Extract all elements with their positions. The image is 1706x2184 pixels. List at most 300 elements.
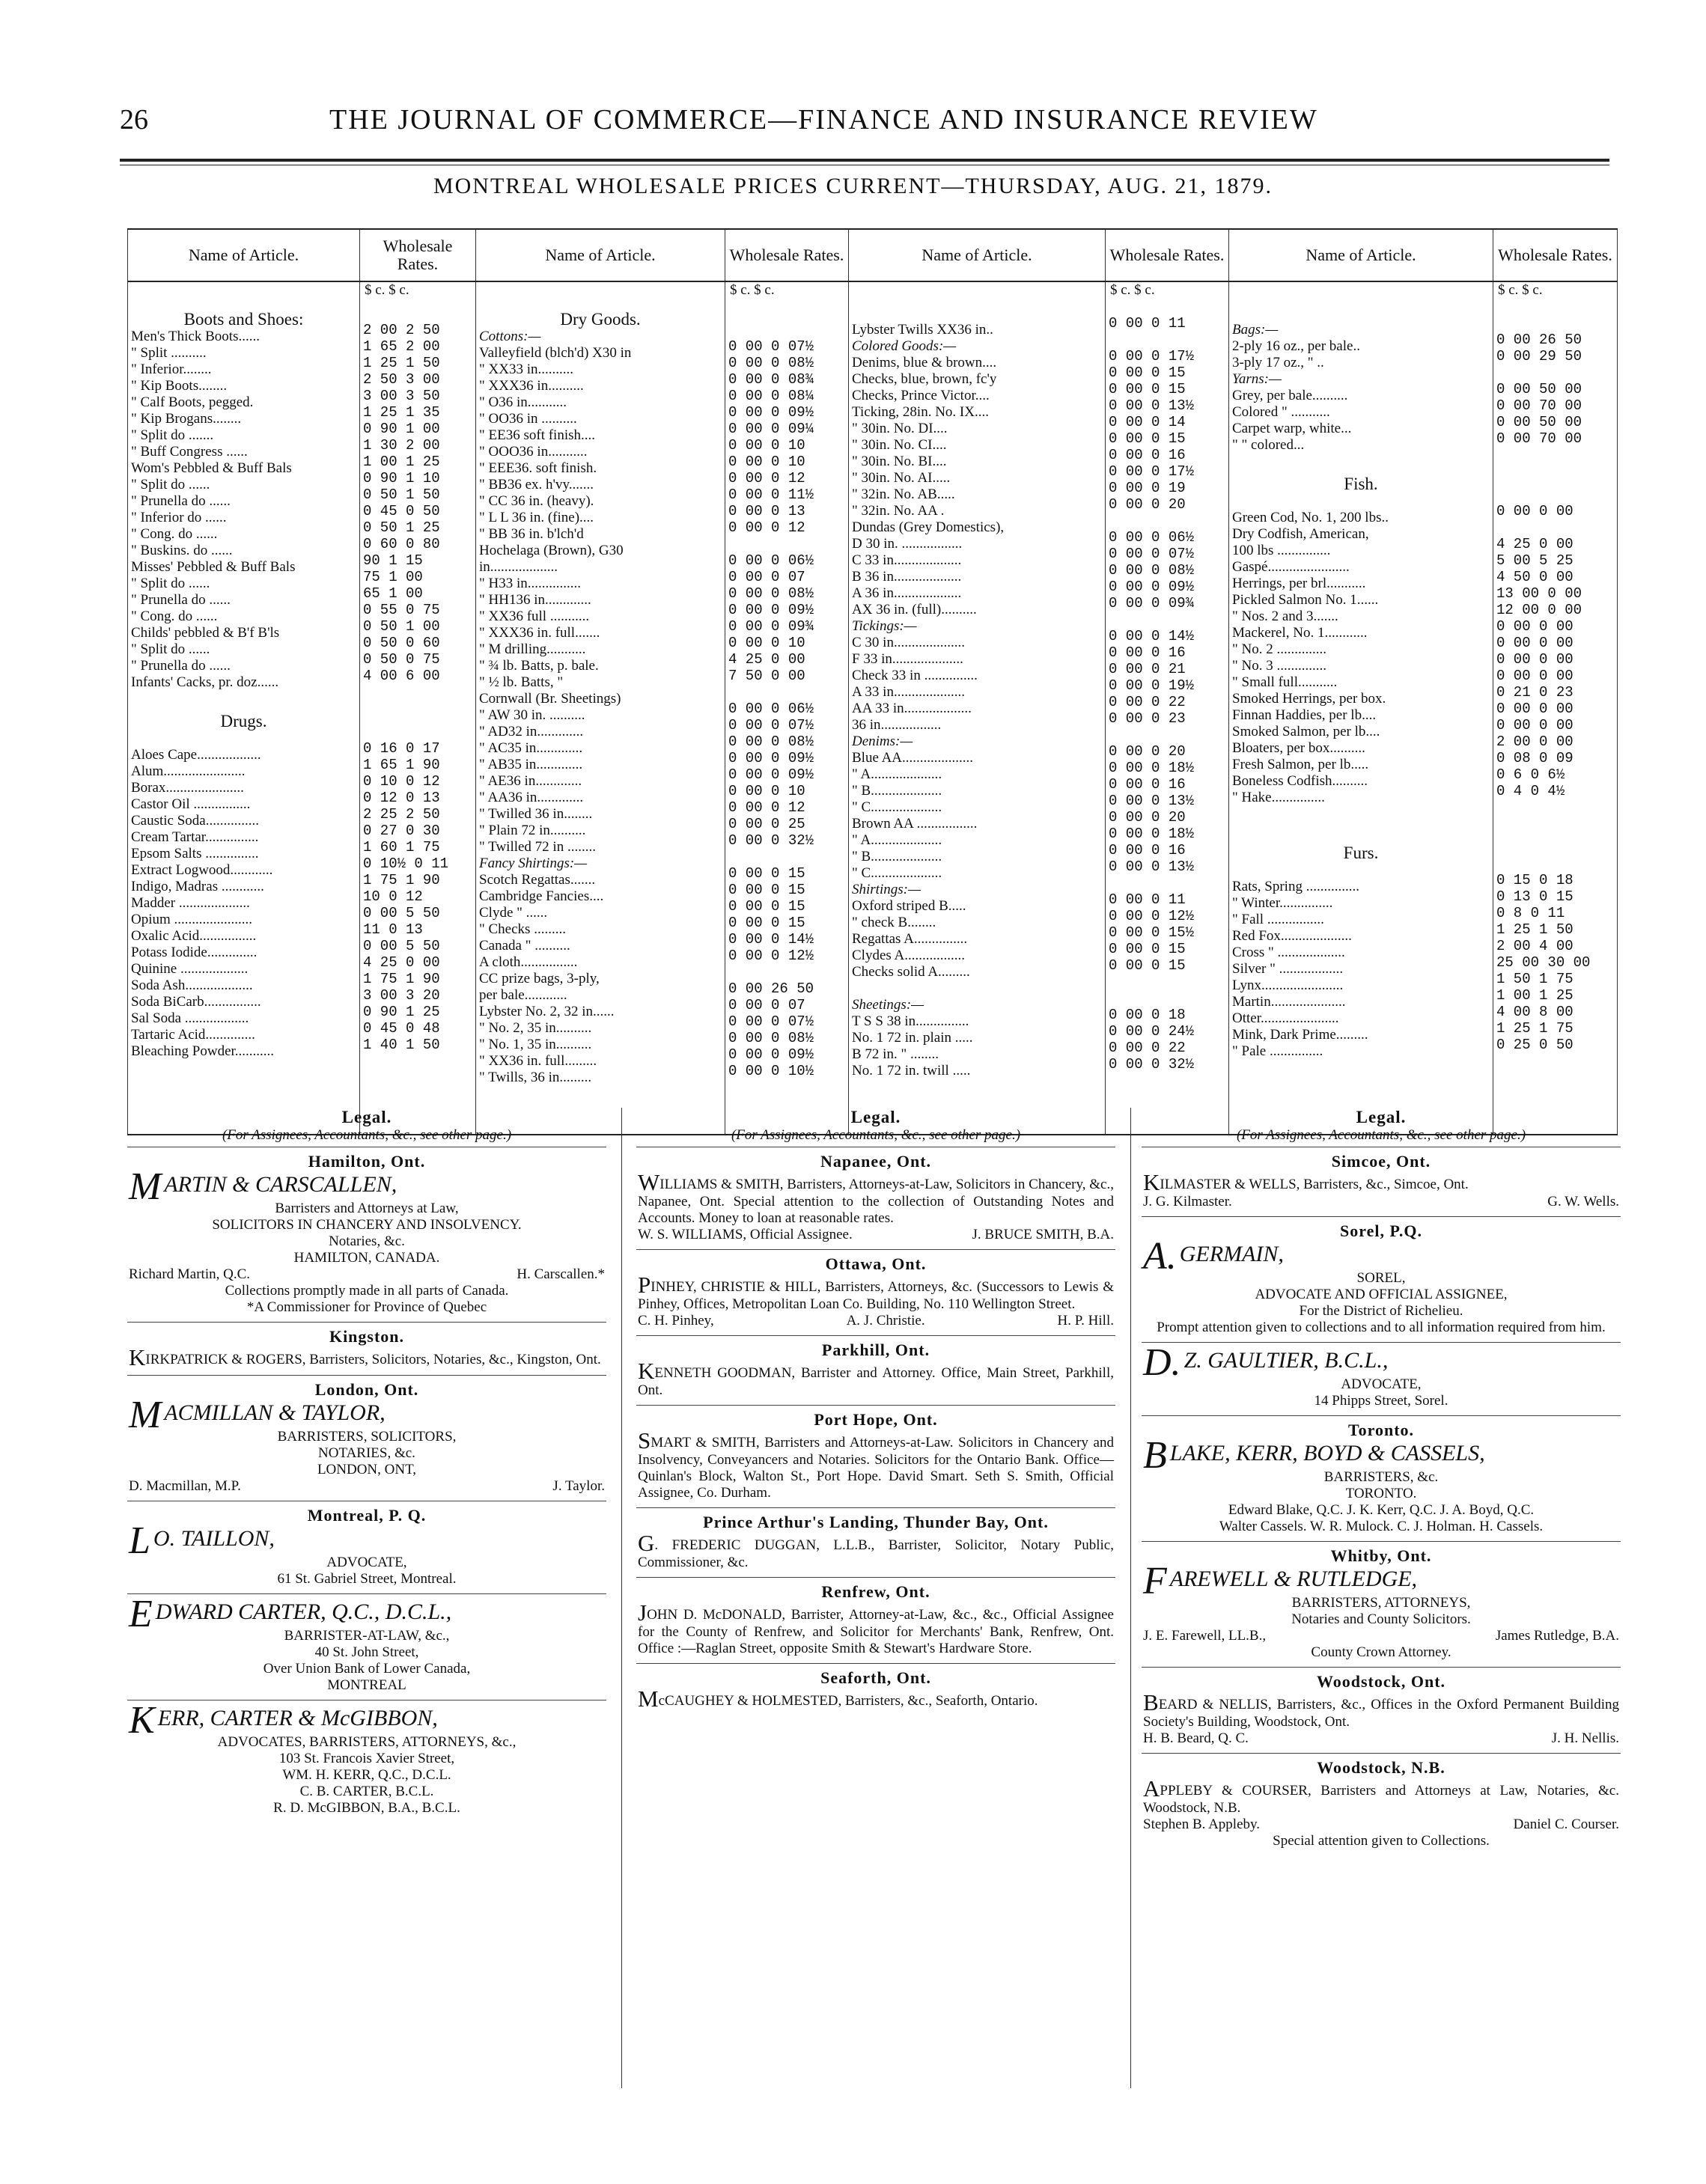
article-rate: 0 00 0 08½ (728, 1030, 814, 1046)
drop-cap: L (129, 1519, 150, 1562)
article-rate: 0 50 0 75 (363, 651, 440, 668)
article-rate: 0 00 0 08½ (728, 355, 814, 371)
article-rate: 0 12 0 13 (363, 790, 440, 806)
article-name: Check 33 in ............... (852, 668, 978, 683)
article-rate: 0 00 5 50 (363, 905, 440, 921)
article-name: Silver " .................. (1232, 961, 1344, 977)
card-line: SOLICITORS IN CHANCERY AND INSOLVENCY. (212, 1217, 522, 1233)
card-line: ADVOCATE AND OFFICIAL ASSIGNEE, (1255, 1287, 1508, 1302)
article-rate: 0 00 0 11½ (728, 486, 814, 503)
card-place: Napanee, Ont. (820, 1152, 932, 1171)
article-rate: 4 25 0 00 (363, 954, 440, 971)
card-note: Special attention given to Collections. (1273, 1833, 1490, 1849)
drop-cap: F (1143, 1560, 1167, 1602)
article-rate: 0 00 0 10 (728, 635, 805, 651)
card-note: County Crown Attorney. (1311, 1644, 1451, 1660)
article-name: Men's Thick Boots...... (131, 329, 260, 344)
legal-card (127, 1147, 606, 1322)
spacer (725, 303, 848, 322)
article-rate: 0 08 0 09 (1496, 750, 1574, 766)
section-heading: Boots and Shoes: (183, 310, 304, 329)
article-rate: 25 00 30 00 (1496, 954, 1591, 971)
article-name: " O36 in........... (479, 394, 567, 410)
article-rate: 0 00 0 20 (1109, 809, 1186, 826)
article-rate: 0 00 0 07½ (1109, 546, 1195, 562)
card-line: MONTREAL (327, 1677, 406, 1693)
article-name: " Inferior do ...... (131, 510, 227, 525)
article-name: " M drilling........... (479, 641, 586, 657)
article-name: " XXX36 in.......... (479, 378, 584, 394)
article-rate: 4 00 6 00 (363, 668, 440, 684)
article-name: Borax...................... (131, 780, 244, 796)
article-name: " Prunella do ...... (131, 658, 231, 674)
price-list-title: MONTREAL WHOLESALE PRICES CURRENT—THURSDAY, AUG. 21, 1879. (433, 174, 1273, 198)
article-name: Checks solid A......... (852, 964, 970, 980)
article-name: Boneless Codfish.......... (1232, 773, 1368, 789)
article-name: Checks, blue, brown, fc'y (852, 371, 997, 387)
article-rate: 0 00 0 18 (1109, 1007, 1186, 1023)
card-place: Montreal, P. Q. (307, 1506, 427, 1525)
card-place: Prince Arthur's Landing, Thunder Bay, Ont. (703, 1513, 1049, 1531)
article-rate: 0 00 0 17½ (1109, 348, 1195, 364)
article-rate: 0 50 1 25 (363, 519, 440, 536)
article-name: Smoked Herrings, per box. (1232, 691, 1386, 707)
article-name: Alum....................... (131, 763, 246, 779)
article-name: " Fall ................ (1232, 912, 1324, 927)
spacer (1493, 299, 1617, 315)
article-rate: 0 00 0 15 (1109, 381, 1186, 397)
article-rate: 0 00 0 10 (728, 783, 805, 799)
article-rate: 0 00 0 23 (1109, 710, 1186, 727)
article-rate: 0 00 0 12 (728, 470, 805, 486)
article-name: " 30in. No. DI.... (852, 421, 948, 436)
article-rate: 0 00 0 15½ (1109, 924, 1195, 941)
article-name: A cloth................ (479, 954, 578, 970)
drop-cap: M (129, 1394, 162, 1436)
article-rate: 0 00 0 18½ (1109, 760, 1195, 776)
article-rate: 0 00 0 00 (1496, 503, 1574, 519)
article-name: Gaspé....................... (1232, 559, 1350, 575)
article-name: Madder .................... (131, 895, 250, 911)
article-rate: 0 10 0 12 (363, 773, 440, 790)
article-name: Regattas A............... (852, 931, 968, 947)
article-rate: 0 00 0 09½ (728, 1046, 814, 1063)
article-rate: 0 00 5 50 (363, 938, 440, 954)
article-name: " OOO36 in........... (479, 444, 588, 460)
article-rate: 0 50 0 60 (363, 635, 440, 651)
article-rate: 0 00 0 13½ (1109, 397, 1195, 414)
legal-card (1142, 1216, 1621, 1342)
spacer (360, 303, 475, 322)
rates-col-3 (1106, 281, 1229, 1135)
article-name: A 33 in.................... (852, 684, 965, 700)
section-heading: Furs. (1343, 844, 1379, 862)
article-name: " CC 36 in. (heavy). (479, 493, 594, 509)
card-line: Over Union Bank of Lower Canada, (263, 1661, 471, 1677)
spacer (360, 684, 475, 701)
article-rate: 0 00 0 13 (728, 503, 805, 519)
article-name: B 36 in................... (852, 569, 962, 585)
article-rate: 0 00 0 00 (1496, 717, 1574, 733)
article-rate: 0 00 0 00 (1496, 618, 1574, 635)
article-name: 2-ply 16 oz., per bale.. (1232, 338, 1360, 354)
article-rate: 0 10½ 0 11 (363, 855, 449, 872)
rates-col-1 (360, 281, 476, 1135)
article-name: Quinine ................... (131, 961, 249, 977)
article-rate: 5 00 5 25 (1496, 552, 1574, 569)
article-rate: 2 50 3 00 (363, 371, 440, 388)
card-line: R. D. McGIBBON, B.A., B.C.L. (273, 1800, 460, 1816)
card-text-row (1143, 1775, 1619, 1817)
article-rate: 0 00 0 25 (728, 816, 805, 832)
article-name: " 30in. No. AI..... (852, 470, 951, 486)
article-rate: 0 27 0 30 (363, 823, 440, 839)
article-rate: 65 1 00 (363, 585, 423, 602)
card-place: Kingston. (329, 1327, 405, 1346)
article-rate: 0 00 0 09¼ (728, 421, 814, 437)
article-name: " Kip Brogans........ (131, 411, 242, 427)
article-name: " " colored... (1232, 437, 1305, 453)
drop-cap: M (638, 1686, 659, 1712)
article-rate: 1 65 1 90 (363, 757, 440, 773)
article-name: " ½ lb. Batts, " (479, 674, 564, 690)
article-rate: 0 00 0 10½ (728, 1063, 814, 1079)
article-name: Mink, Dark Prime......... (1232, 1027, 1368, 1043)
article-rate: 0 00 0 11 (1109, 891, 1186, 908)
card-line: NOTARIES, &c. (318, 1445, 415, 1461)
article-rate: 1 25 1 75 (1496, 1020, 1574, 1037)
partner-name: G. W. Wells. (1547, 1194, 1619, 1210)
card-line: WM. H. KERR, Q.C., D.C.L. (282, 1767, 451, 1783)
article-rate: 4 50 0 00 (1496, 569, 1574, 585)
article-name: Clyde " ...... (479, 905, 548, 921)
article-rate: 12 00 0 00 (1496, 602, 1582, 618)
card-names (1143, 1194, 1619, 1210)
card-text: PPLEBY & COURSER, Barristers and Attorneys at Law, Notaries, &c. Woodstock, N.B. (1143, 1783, 1619, 1816)
article-rate: 11 0 13 (363, 921, 423, 938)
firm-name-row (1143, 1560, 1619, 1602)
names-col-4 (1229, 281, 1493, 1135)
article-name: " AC35 in............. (479, 740, 583, 756)
article-name: per bale............ (479, 987, 567, 1003)
article-name: Martin..................... (1232, 994, 1346, 1010)
article-name: Hochelaga (Brown), G30 (479, 543, 624, 558)
legal-card (636, 1249, 1115, 1335)
card-place: Sorel, P.Q. (1339, 1221, 1422, 1240)
article-rate: 0 50 1 50 (363, 486, 440, 503)
article-rate: 2 00 4 00 (1496, 938, 1574, 954)
article-name: Opium ...................... (131, 912, 253, 927)
article-name: " Twilled 72 in ........ (479, 839, 596, 855)
legal-heading: Legal. (1356, 1108, 1407, 1126)
spacer (128, 691, 359, 707)
drop-cap: D. (1143, 1341, 1181, 1384)
card-text-row (638, 1360, 1114, 1399)
spacer (1106, 875, 1228, 891)
rates-header-1: Wholesale Rates. (360, 229, 476, 281)
legal-heading: Legal. (341, 1108, 392, 1126)
article-name: B 72 in. " ........ (852, 1046, 939, 1062)
page-header (120, 103, 1609, 148)
card-place: Parkhill, Ont. (821, 1340, 930, 1359)
firm-name: ACMILLAN & TAYLOR, (164, 1400, 386, 1425)
firm-name: Z. GAULTIER, B.C.L., (1183, 1348, 1389, 1373)
card-line: TORONTO. (1345, 1486, 1417, 1501)
article-name: " C.................... (852, 865, 942, 881)
card-place: Woodstock, N.B. (1317, 1758, 1445, 1777)
article-name: " ¾ lb. Batts, p. bale. (479, 658, 599, 674)
article-name: " H33 in............... (479, 576, 582, 591)
section-heading: Fish. (1344, 475, 1378, 493)
article-name: " Split do ....... (131, 427, 214, 443)
article-name: C 33 in................... (852, 552, 962, 568)
card-text-row (129, 1346, 605, 1369)
spacer (1229, 823, 1493, 839)
legal-card (636, 1147, 1115, 1249)
legal-card (636, 1405, 1115, 1507)
article-rate: 0 00 0 15 (1109, 364, 1186, 381)
article-rate: 1 25 1 50 (1496, 921, 1574, 938)
drop-cap: M (129, 1165, 162, 1208)
drop-cap: E (129, 1593, 153, 1635)
legal-card (1142, 1342, 1621, 1415)
article-name: Scotch Regattas....... (479, 872, 596, 888)
article-name: Indigo, Madras ............ (131, 879, 264, 894)
article-rate: 1 25 1 35 (363, 404, 440, 421)
article-rate: 0 00 26 50 (1496, 332, 1582, 348)
drop-cap: K (638, 1358, 655, 1384)
card-names (129, 1478, 605, 1495)
article-name: " Split do ...... (131, 576, 210, 591)
card-line: Barristers and Attorneys at Law, (275, 1201, 459, 1216)
article-rate: 0 00 0 06½ (728, 552, 814, 569)
article-name: Caustic Soda............... (131, 813, 259, 829)
legal-subheading: (For Assignees, Accountants, &c., see other page.) (1236, 1127, 1526, 1143)
article-name: Castor Oil ................ (131, 796, 251, 812)
article-name: Soda BiCarb................ (131, 994, 261, 1010)
article-name: Carpet warp, white... (1232, 421, 1352, 436)
card-text: ILMASTER & WELLS, Barristers, &c., Simcoe, Ont. (1160, 1177, 1469, 1192)
article-name: " Inferior........ (131, 362, 212, 377)
subsection-heading: Bags:— (1232, 322, 1279, 338)
article-name: Red Fox.................... (1232, 928, 1352, 944)
spacer (1493, 799, 1617, 816)
article-name: Valleyfield (blch'd) X30 in (479, 345, 632, 361)
article-name: Potass Iodide.............. (131, 945, 258, 960)
article-name: " BB36 ex. h'vy....... (479, 477, 594, 492)
card-line: Notaries and County Solicitors. (1291, 1611, 1471, 1627)
firm-name: O. TAILLON, (153, 1526, 275, 1551)
article-name: " Winter............... (1232, 895, 1333, 911)
card-names (1143, 1730, 1619, 1747)
article-name: AX 36 in. (full).......... (852, 602, 977, 617)
article-name: " A.................... (852, 766, 942, 782)
article-rate: 0 00 0 09½ (1109, 579, 1195, 595)
card-names (1143, 1628, 1619, 1644)
article-name: " No. 2 .............. (1232, 641, 1326, 657)
spacer (128, 730, 359, 747)
article-name: Bleaching Powder........... (131, 1043, 275, 1059)
article-rate: 0 00 0 12½ (728, 948, 814, 964)
article-rate: 0 00 0 06½ (728, 701, 814, 717)
article-name: " 30in. No. BI.... (852, 454, 947, 469)
article-name: No. 1 72 in. plain ..... (852, 1030, 973, 1046)
card-place: Port Hope, Ont. (814, 1410, 938, 1429)
article-rate: 0 00 0 08½ (728, 585, 814, 602)
partner-name: Stephen B. Appleby. (1143, 1817, 1261, 1832)
article-name: CC prize bags, 3-ply, (479, 971, 600, 986)
card-line: 103 St. Francois Xavier Street, (278, 1751, 455, 1766)
article-rate: 0 90 1 10 (363, 470, 440, 486)
article-name: Clydes A................. (852, 948, 965, 963)
article-rate: 0 00 0 13½ (1109, 858, 1195, 875)
card-line: LONDON, ONT, (317, 1462, 417, 1477)
article-rate: 0 00 0 15 (1109, 430, 1186, 447)
article-name: " Nos. 2 and 3....... (1232, 608, 1338, 624)
article-rate: 0 00 0 17½ (1109, 463, 1195, 480)
article-rate: 0 00 0 09½ (728, 602, 814, 618)
article-name: " AE36 in............. (479, 773, 582, 789)
article-name: Tartaric Acid.............. (131, 1027, 255, 1043)
spacer (1106, 974, 1228, 990)
article-name: " No. 2, 35 in.......... (479, 1020, 592, 1036)
article-rate: 0 00 0 16 (1109, 776, 1186, 793)
spacer (1229, 862, 1493, 879)
article-name: in................... (479, 559, 558, 575)
article-name: " L L 36 in. (fine).... (479, 510, 594, 525)
spacer (1106, 299, 1228, 315)
card-text: . FREDERIC DUGGAN, L.L.B., Barrister, Solicitor, Notary Public, Commissioner, &c. (638, 1537, 1114, 1570)
firm-name-row (129, 1394, 605, 1436)
drop-cap: K (1143, 1169, 1160, 1195)
article-name: " Split do ...... (131, 641, 210, 657)
subsection-heading: Yarns:— (1232, 371, 1282, 387)
card-line: Notaries, &c. (329, 1233, 405, 1249)
article-rate: 0 00 0 09½ (728, 750, 814, 766)
card-line: ADVOCATE, (1341, 1376, 1422, 1392)
article-name: AA 33 in................... (852, 701, 972, 716)
article-name: " AB35 in............. (479, 757, 583, 772)
card-text: ILLIAMS & SMITH, Barristers, Attorneys-at-Law, Solicitors in Chancery, &c., Napanee, Ont. Special attention to the collection of Outstanding Notes and Accounts. Money to loan at reasonable rates. (638, 1177, 1114, 1226)
article-name: " Hake............... (1232, 790, 1325, 805)
rates-col-2 (725, 281, 849, 1135)
article-rate: 1 30 2 00 (363, 437, 440, 454)
article-name: 100 lbs ............... (1232, 543, 1331, 558)
spacer (1229, 454, 1493, 470)
article-name: Aloes Cape.................. (131, 747, 261, 763)
spacer (1106, 332, 1228, 348)
article-rate: 0 00 0 06½ (1109, 529, 1195, 546)
drop-cap: W (638, 1169, 660, 1195)
article-name: Ticking, 28in. No. IX.... (852, 404, 989, 420)
spacer (1229, 282, 1493, 305)
article-rate: 0 50 1 00 (363, 618, 440, 635)
article-name: Lybster No. 2, 32 in...... (479, 1004, 615, 1019)
article-rate: 0 00 0 24½ (1109, 1023, 1195, 1040)
card-text-row (638, 1532, 1114, 1571)
partner-name: Richard Martin, Q.C. (129, 1266, 251, 1282)
drop-cap: K (129, 1344, 146, 1370)
spacer (1229, 806, 1493, 823)
drop-cap: S (638, 1427, 651, 1454)
article-name: " 30in. No. CI.... (852, 437, 947, 453)
subsection-heading: Fancy Shirtings:— (479, 855, 588, 871)
article-name: " No. 1, 35 in.......... (479, 1037, 592, 1052)
legal-card (1142, 1415, 1621, 1541)
partner-name: C. H. Pinhey, (638, 1313, 714, 1329)
legal-heading: Legal. (850, 1108, 901, 1126)
article-name: " check B........ (852, 915, 936, 930)
partner-name: J. H. Nellis. (1551, 1730, 1619, 1746)
article-rate: 0 00 29 50 (1496, 348, 1582, 364)
rates-header-2: Wholesale Rates. (725, 229, 849, 281)
table-header-row (128, 229, 1618, 281)
article-name: Epsom Salts ............... (131, 846, 259, 861)
card-line: BARRISTERS, SOLICITORS, (277, 1429, 457, 1445)
article-name: T S S 38 in............... (852, 1013, 969, 1029)
card-names (1143, 1817, 1619, 1833)
article-name: Infants' Cacks, pr. doz...... (131, 674, 279, 690)
article-rate: 0 55 0 75 (363, 602, 440, 618)
card-place: Renfrew, Ont. (821, 1582, 930, 1601)
article-rate: 0 00 0 19½ (1109, 677, 1195, 694)
card-text-row (638, 1171, 1114, 1227)
article-rate: 0 45 0 50 (363, 503, 440, 519)
article-rate (725, 684, 848, 701)
article-name: " XX33 in.......... (479, 362, 573, 377)
article-rate: 0 00 0 07½ (728, 717, 814, 733)
partner-name: James Rutledge, B.A. (1495, 1628, 1619, 1644)
article-rate: 0 00 70 00 (1496, 397, 1582, 414)
article-rate: 0 00 50 00 (1496, 381, 1582, 397)
article-rate: 0 00 0 10 (728, 454, 805, 470)
firm-name: LAKE, KERR, BOYD & CASSELS, (1169, 1441, 1485, 1465)
article-rate: 0 00 50 00 (1496, 414, 1582, 430)
article-name: Wom's Pebbled & Buff Bals (131, 460, 292, 476)
article-name: Oxalic Acid................ (131, 928, 257, 944)
legal-card (636, 1507, 1115, 1577)
names-col-2 (476, 281, 725, 1135)
firm-name: ERR, CARTER & McGIBBON, (157, 1706, 438, 1730)
article-rate: 0 00 0 15 (728, 898, 805, 915)
subsection-heading: Denims:— (852, 733, 913, 749)
article-name: Misses' Pebbled & Buff Bals (131, 559, 296, 575)
article-name: Colored " ........... (1232, 404, 1330, 420)
article-name: Denims, blue & brown.... (852, 355, 997, 370)
article-rate: 0 00 0 12½ (1109, 908, 1195, 924)
name-header-1: Name of Article. (128, 229, 360, 281)
article-name: " Buff Congress ...... (131, 444, 248, 460)
column-divider (621, 1108, 622, 2088)
article-name: " BB 36 in. b'lch'd (479, 526, 584, 542)
article-rate: 0 00 0 15 (728, 882, 805, 898)
card-text-row (638, 1688, 1114, 1710)
drop-cap: K (129, 1699, 155, 1742)
partner-name: J. E. Farewell, LL.B., (1143, 1628, 1267, 1644)
article-name: C 30 in.................... (852, 635, 965, 650)
card-text-row (1143, 1171, 1619, 1194)
article-name: No. 1 72 in. twill ..... (852, 1063, 971, 1079)
legal-card (127, 1593, 606, 1700)
partner-name: H. Carscallen.* (517, 1266, 605, 1282)
article-name: D 30 in. ................. (852, 536, 963, 552)
article-rate: 0 00 0 08¼ (728, 388, 814, 404)
card-names (638, 1313, 1114, 1329)
article-rate: 0 90 1 00 (363, 421, 440, 437)
article-name: " Buskins. do ...... (131, 543, 233, 558)
card-line: ADVOCATES, BARRISTERS, ATTORNEYS, &c., (217, 1734, 517, 1750)
subsection-heading: Tickings:— (852, 618, 917, 634)
